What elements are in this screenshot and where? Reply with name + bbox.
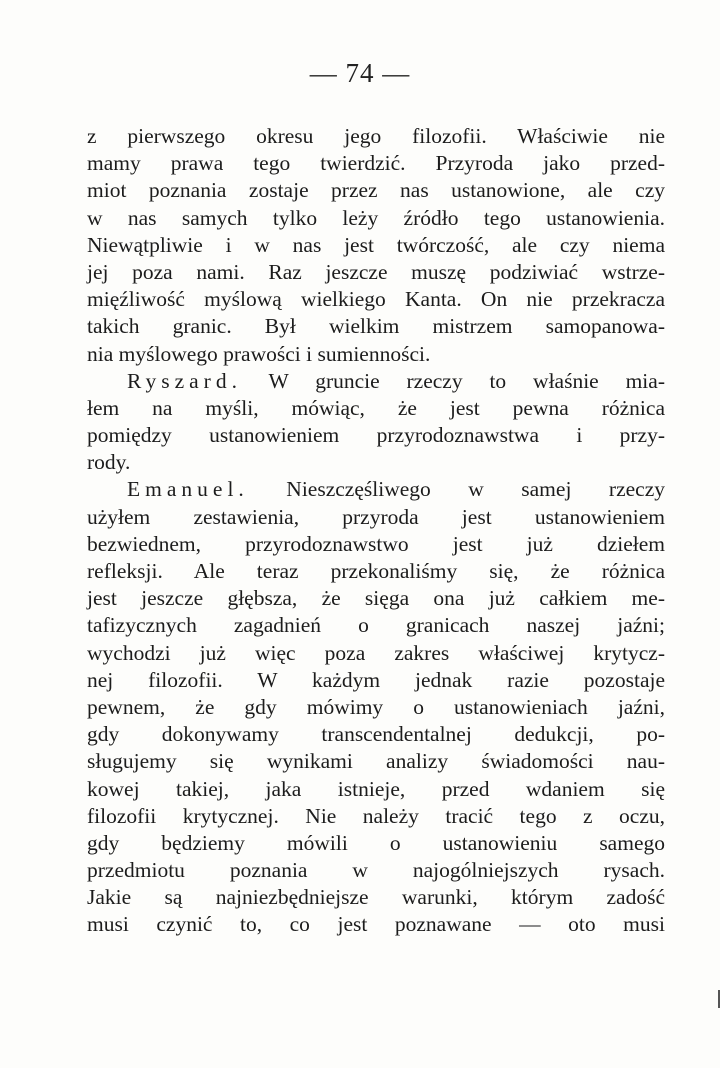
text-line xyxy=(87,286,665,313)
line-text: gdy będziemy mówili o ustanowieniu samego xyxy=(87,830,665,855)
line-text: Niewątpliwie i w nas jest twórczość, ale czy niema xyxy=(87,232,665,257)
line-text: Nieszczęśliwego w samej rzeczy xyxy=(286,477,665,502)
line-text: pewnem, że gdy mówimy o ustanowieniach jaźni, xyxy=(87,694,665,719)
line-text: łem na myśli, mówiąc, że jest pewna różnica xyxy=(87,395,665,420)
line-text: kowej takiej, jaka istnieje, przed wdaniem się xyxy=(87,776,665,801)
text-line xyxy=(87,667,665,694)
line-text: pomiędzy ustanowieniem przyrodoznawstwa i przy- xyxy=(87,423,665,448)
line-text: W gruncie rzeczy to właśnie mia- xyxy=(268,368,665,393)
text-line xyxy=(87,123,665,150)
line-text: takich granic. Był wielkim mistrzem samopanowa- xyxy=(87,314,665,339)
text-line xyxy=(87,884,665,911)
line-text: gdy dokonywamy transcendentalnej dedukcji, po- xyxy=(87,722,665,747)
text-line xyxy=(87,259,665,286)
line-text: miot poznania zostaje przez nas ustanowione, ale czy xyxy=(87,178,665,203)
text-line xyxy=(87,422,665,449)
text-line xyxy=(87,612,665,639)
line-text: tafizycznych zagadnień o granicach naszej jaźni; xyxy=(87,613,665,638)
line-text: bezwiednem, przyrodoznawstwo jest już dziełem xyxy=(87,531,665,556)
text-line xyxy=(87,640,665,667)
line-text: Jakie są najniezbędniejsze warunki, którym zadość xyxy=(87,885,665,910)
line-text: musi czynić to, co jest poznawane — oto musi xyxy=(87,912,665,937)
text-line xyxy=(87,449,665,476)
text-line xyxy=(87,830,665,857)
body-text xyxy=(87,123,665,939)
line-text: z pierwszego okresu jego filozofii. Właściwie nie xyxy=(87,124,665,148)
text-line xyxy=(87,313,665,340)
line-text: przedmiotu poznania w najogólniejszych rysach. xyxy=(87,858,665,883)
dialogue-line xyxy=(87,476,665,503)
line-text: nej filozofii. W każdym jednak razie pozostaje xyxy=(87,667,665,692)
speaker-name: Emanuel. xyxy=(127,477,249,502)
text-line xyxy=(87,585,665,612)
text-line xyxy=(87,857,665,884)
text-line xyxy=(87,504,665,531)
line-text: nia myślowego prawości i sumienności. xyxy=(87,341,431,366)
line-text: jej poza nami. Raz jeszcze muszę podziwiać wstrze- xyxy=(87,259,665,284)
text-line xyxy=(87,776,665,803)
text-line xyxy=(87,803,665,830)
line-text: w nas samych tylko leży źródło tego ustanowienia. xyxy=(87,205,665,230)
text-line xyxy=(87,694,665,721)
text-line xyxy=(87,341,665,368)
line-text: filozofii krytycznej. Nie należy tracić tego z oczu, xyxy=(87,803,665,828)
text-line xyxy=(87,150,665,177)
text-line xyxy=(87,748,665,775)
line-text: jest jeszcze głębsza, że sięga ona już całkiem me- xyxy=(87,586,665,611)
line-text: użyłem zestawienia, przyroda jest ustanowieniem xyxy=(87,504,665,529)
text-line xyxy=(87,721,665,748)
text-line xyxy=(87,177,665,204)
text-line xyxy=(87,531,665,558)
line-text: rody. xyxy=(87,450,131,475)
page-number: — 74 — xyxy=(309,58,411,88)
dialogue-line xyxy=(87,368,665,395)
text-line xyxy=(87,911,665,938)
text-line xyxy=(87,205,665,232)
line-text: sługujemy się wynikami analizy świadomości nau- xyxy=(87,749,665,774)
line-text: wychodzi już więc poza zakres właściwej krytycz- xyxy=(87,640,665,665)
line-text: mięźliwość myślową wielkiego Kanta. On nie przekracza xyxy=(87,287,665,312)
text-line xyxy=(87,558,665,585)
text-line xyxy=(87,395,665,422)
line-text: refleksji. Ale teraz przekonaliśmy się, że różnica xyxy=(87,559,665,583)
line-text: mamy prawa tego twierdzić. Przyroda jako przed- xyxy=(87,151,665,176)
speaker-name: Ryszard. xyxy=(127,368,242,393)
text-line xyxy=(87,232,665,259)
